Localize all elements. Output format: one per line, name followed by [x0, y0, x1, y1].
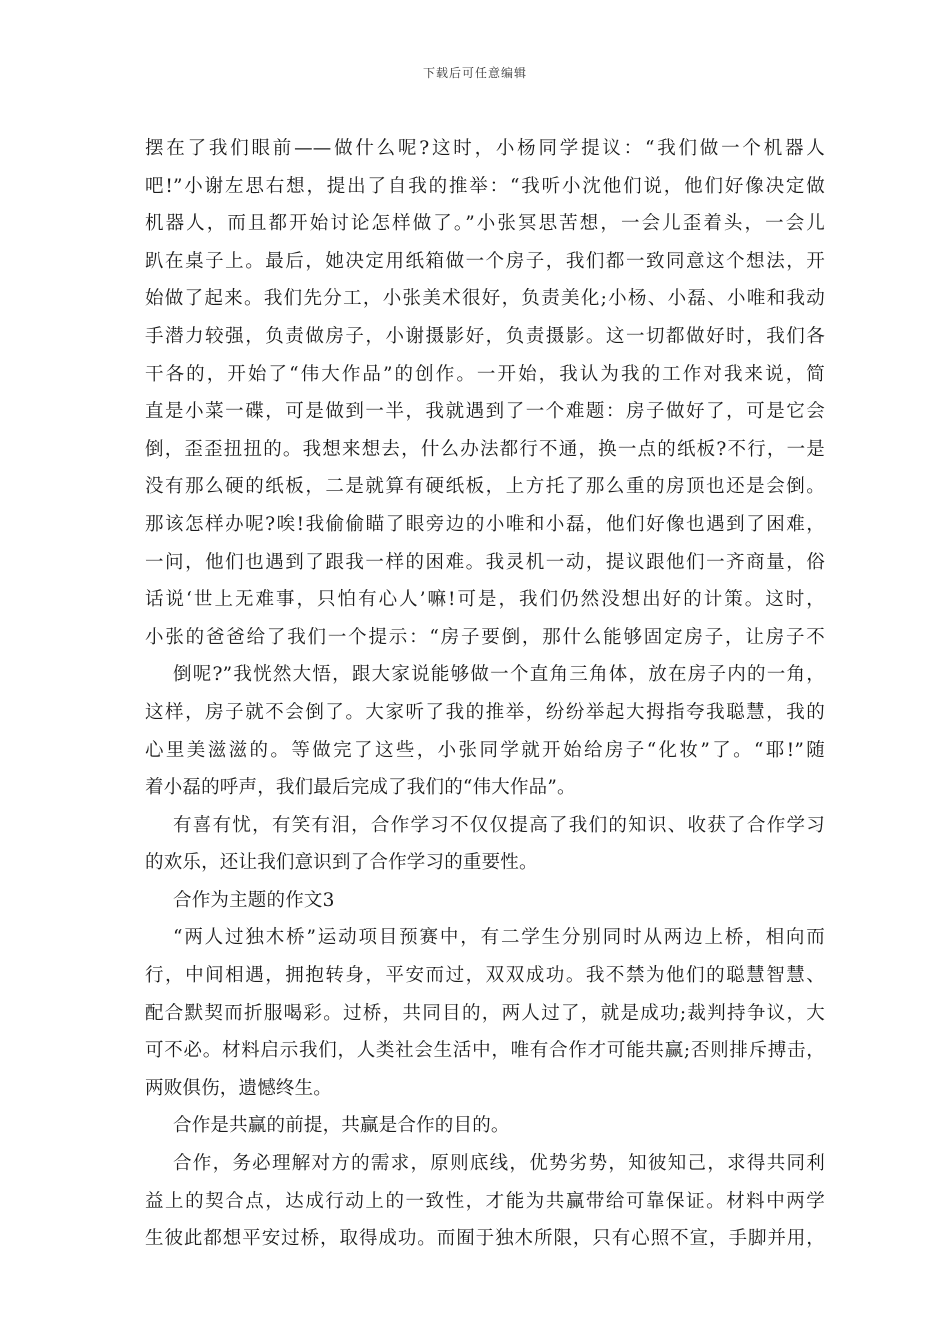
text-line: 干各的，开始了“伟大作品”的创作。一开始，我认为我的工作对我来说，简: [145, 363, 825, 385]
text-line: “两人过独木桥”运动项目预赛中，有二学生分别同时从两边上桥，相向而: [173, 927, 825, 949]
text-line: 那该怎样办呢?唉!我偷偷瞄了眼旁边的小唯和小磊，他们好像也遇到了困难，: [145, 513, 825, 535]
text-line: 可不必。材料启示我们，人类社会生活中，唯有合作才可能共赢;否则排斥搏击，: [145, 1040, 825, 1062]
text-line: 益上的契合点，达成行动上的一致性，才能为共赢带给可靠保证。材料中两学: [145, 1190, 825, 1212]
text-line: 倒呢?”我恍然大悟，跟大家说能够做一个直角三角体，放在房子内的一角，: [173, 664, 825, 686]
text-line: 合作是共赢的前提，共赢是合作的目的。: [173, 1115, 510, 1137]
text-line: 着小磊的呼声，我们最后完成了我们的“伟大作品”。: [145, 777, 576, 799]
text-line: 一问，他们也遇到了跟我一样的困难。我灵机一动，提议跟他们一齐商量，俗: [145, 551, 825, 573]
text-line: 配合默契而折服喝彩。过桥，共同目的，两人过了，就是成功;裁判持争议，大: [145, 1002, 825, 1024]
text-line: 有喜有忧，有笑有泪，合作学习不仅仅提高了我们的知识、收获了合作学习: [173, 814, 825, 836]
page-header: 下载后可任意编辑: [422, 66, 527, 80]
text-line: 话说‘世上无难事，只怕有心人’嘛!可是，我们仍然没想出好的计策。这时，: [145, 589, 825, 611]
text-line: 直是小菜一碟，可是做到一半，我就遇到了一个难题：房子做好了，可是它会: [145, 401, 825, 423]
text-line: 趴在桌子上。最后，她决定用纸箱做一个房子，我们都一致同意这个想法，开: [145, 250, 825, 272]
text-line: 摆在了我们眼前——做什么呢?这时，小杨同学提议：“我们做一个机器人: [145, 138, 825, 159]
text-line: 吧!”小谢左思右想，提出了自我的推举：“我听小沈他们说，他们好像决定做: [145, 175, 825, 197]
document-body: [145, 130, 825, 1258]
text-line: 始做了起来。我们先分工，小张美术很好，负责美化;小杨、小磊、小唯和我动: [145, 288, 825, 310]
text-line: 合作，务必理解对方的需求，原则底线，优势劣势，知彼知己，求得共同利: [173, 1153, 825, 1175]
text-line: 机器人，而且都开始讨论怎样做了。”小张冥思苦想，一会儿歪着头，一会儿: [145, 213, 825, 235]
text-line: 生彼此都想平安过桥，取得成功。而囿于独木所限，只有心照不宣，手脚并用，: [145, 1228, 825, 1250]
text-line: 行，中间相遇，拥抱转身，平安而过，双双成功。我不禁为他们的聪慧智慧、: [145, 965, 825, 987]
text-line: 倒，歪歪扭扭的。我想来想去，什么办法都行不通，换一点的纸板?不行，一是: [145, 438, 825, 460]
text-line: 没有那么硬的纸板，二是就算有硬纸板，上方托了那么重的房顶也还是会倒。: [145, 476, 825, 498]
text-line: 心里美滋滋的。等做完了这些，小张同学就开始给房子“化妆”了。“耶!”随: [145, 739, 825, 761]
text-line: 这样，房子就不会倒了。大家听了我的推举，纷纷举起大拇指夸我聪慧，我的: [145, 701, 825, 723]
text-line: 合作为主题的作文3: [173, 889, 335, 911]
text-line: 手潜力较强，负责做房子，小谢摄影好，负责摄影。这一切都做好时，我们各: [145, 325, 825, 347]
text-line: 两败俱伤，遗憾终生。: [145, 1077, 333, 1099]
text-line: 小张的爸爸给了我们一个提示：“房子要倒，那什么能够固定房子，让房子不: [145, 626, 825, 648]
text-line: 的欢乐，还让我们意识到了合作学习的重要性。: [145, 852, 538, 874]
